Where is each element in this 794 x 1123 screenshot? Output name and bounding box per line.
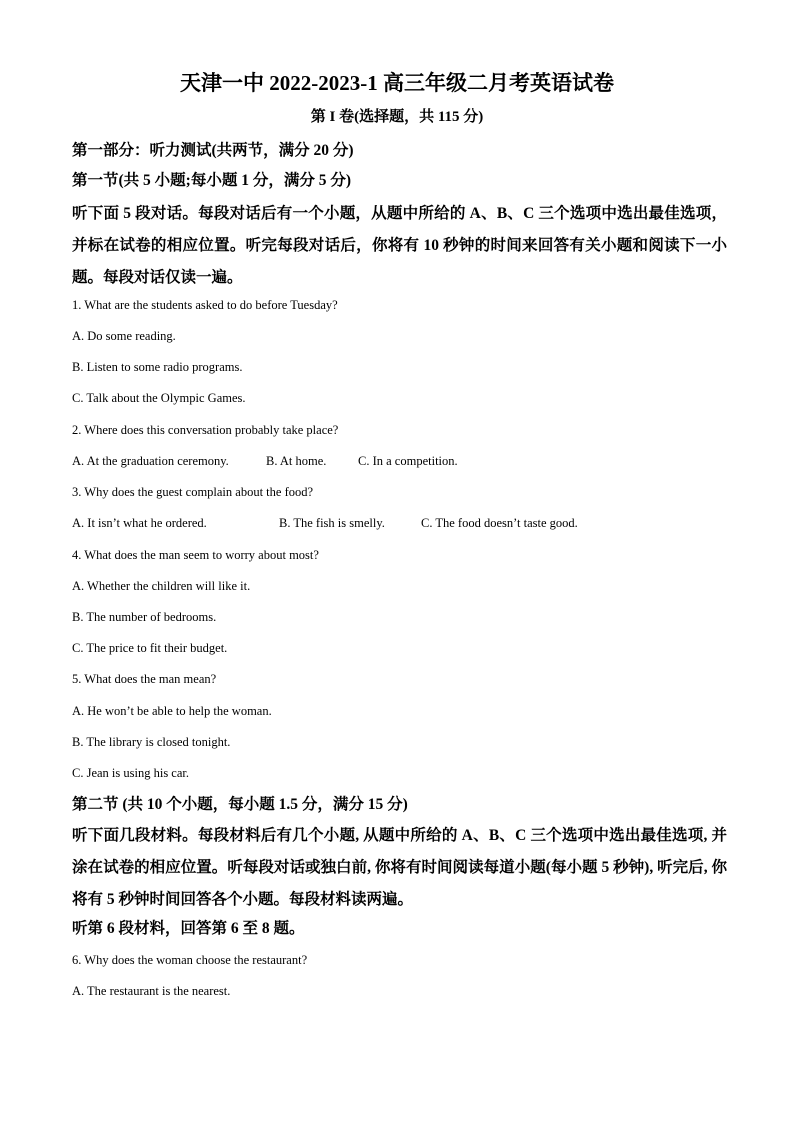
question-3-option-b: B. The fish is smelly.: [279, 516, 385, 530]
question-3-option-c: C. The food doesn’t taste good.: [421, 516, 578, 530]
question-4-stem: 4. What does the man seem to worry about most?: [72, 548, 319, 562]
question-3-options: [72, 514, 578, 532]
question-2-option-c: C. In a competition.: [358, 454, 458, 468]
question-3-stem: 3. Why does the guest complain about the food?: [72, 485, 314, 499]
question-1-option-c: C. Talk about the Olympic Games.: [72, 391, 246, 405]
question-1-option-b: B. Listen to some radio programs.: [72, 360, 243, 374]
question-4-option-b: B. The number of bedrooms.: [72, 610, 217, 624]
question-2-options: [72, 452, 458, 470]
question-4-option-c: C. The price to fit their budget.: [72, 641, 228, 655]
question-2-option-a: A. At the graduation ceremony.: [72, 454, 229, 468]
question-1-option-a: A. Do some reading.: [72, 329, 176, 343]
question-4-option-a: A. Whether the children will like it.: [72, 579, 251, 593]
question-6-stem: 6. Why does the woman choose the restaurant?: [72, 953, 308, 967]
page-title: 天津一中 2022-2023-1 高三年级二月考英语试卷: [180, 71, 614, 95]
page-subtitle: 第 I 卷(选择题，共 115 分): [310, 109, 484, 125]
question-1-stem: 1. What are the students asked to do before Tuesday?: [72, 298, 338, 312]
question-5-stem: 5. What does the man mean?: [72, 672, 217, 686]
question-5-option-a: A. He won’t be able to help the woman.: [72, 704, 272, 718]
question-5-option-b: B. The library is closed tonight.: [72, 735, 231, 749]
part1-heading: 第一部分：听力测试(共两节，满分 20 分): [72, 142, 354, 159]
question-3-option-a: A. It isn’t what he ordered.: [72, 516, 207, 530]
section2-instructions: 听下面几段材料。每段材料后有几个小题, 从题中所给的 A、B、C 三个选项中选出最佳选项, 并涂在试卷的相应位置。听每段对话或独白前, 你将有时间阅读每道小题(每小题 5 秒钟), 听完后, 你将有 5 秒钟时间回答各个小题。每段材料读两遍。: [72, 827, 727, 908]
question-5-option-c: C. Jean is using his car.: [72, 766, 190, 780]
section1-heading: 第一节(共 5 小题;每小题 1 分，满分 5 分): [72, 172, 351, 189]
material-6-heading: 听第 6 段材料，回答第 6 至 8 题。: [72, 920, 305, 937]
question-6-option-a: A. The restaurant is the nearest.: [72, 984, 231, 998]
question-2-stem: 2. Where does this conversation probably take place?: [72, 423, 339, 437]
section2-heading: 第二节 (共 10 个小题，每小题 1.5 分，满分 15 分): [72, 796, 408, 813]
section1-instructions: 听下面 5 段对话。每段对话后有一个小题，从题中所给的 A、B、C 三个选项中选出最佳选项，并标在试卷的相应位置。听完每段对话后，你将有 10 秒钟的时间来回答有关小题和阅读下一小题。每段对话仅读一遍。: [72, 205, 727, 286]
question-2-option-b: B. At home.: [266, 454, 327, 468]
